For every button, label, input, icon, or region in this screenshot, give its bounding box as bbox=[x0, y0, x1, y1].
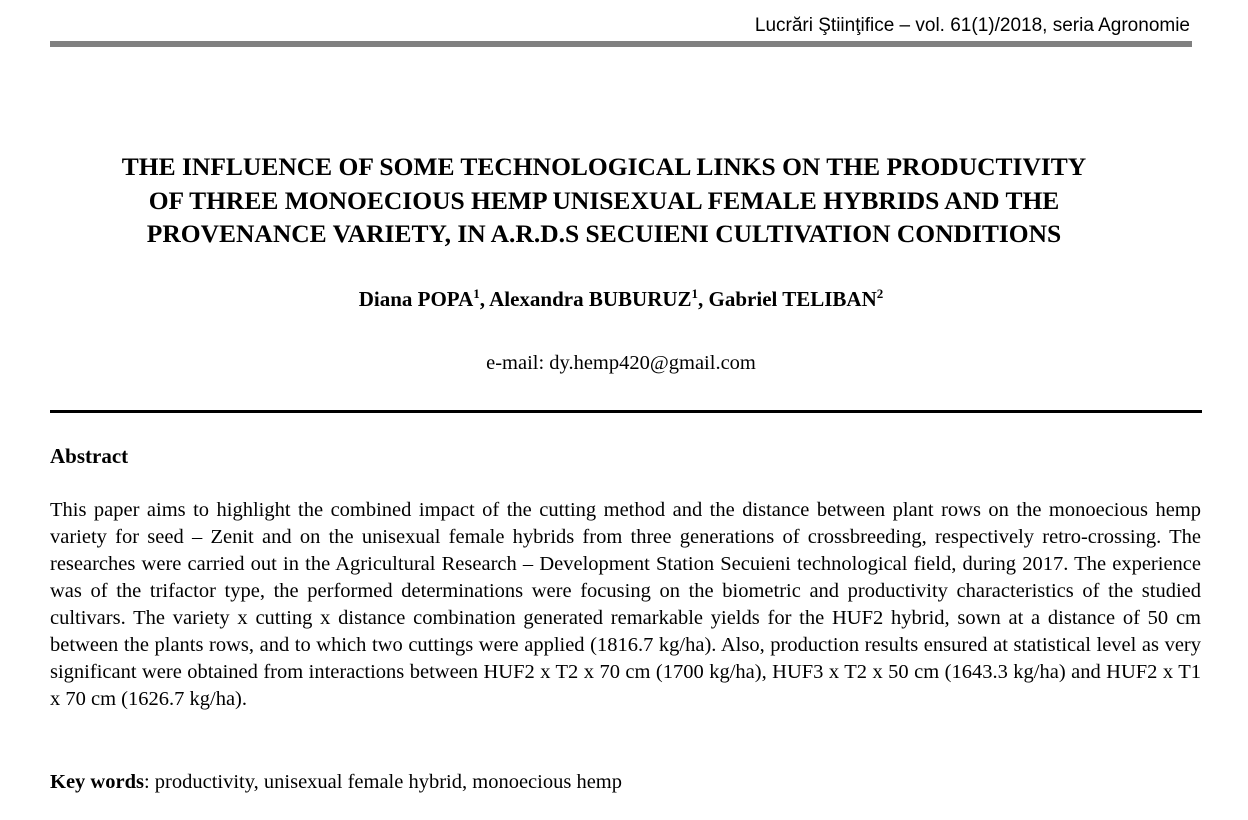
abstract-heading: Abstract bbox=[50, 444, 129, 468]
title-line: OF THREE MONOECIOUS HEMP UNISEXUAL FEMALE HYBRIDS AND THE bbox=[148, 185, 1060, 215]
abstract-text: This paper aims to highlight the combined impact of the cutting method and the distance between plant rows on the monoecious hemp variety for seed – Zenit and on the unisexual female hybrids from three generations of crossbreeding, respectively retro-crossing. The researches were carried out in the Agricultural Research – Development Station Secuieni technological field, during 2017. The experience was of the trifactor type, the performed determinations were focusing on the biometric and productivity characteristics of the studied cultivars. The variety x cutting x distance combination generated remarkable yields for the HUF2 hybrid, sown at a distance of 50 cm between the plants rows, and to which two cuttings were applied (1816.7 kg/ha). Also, production results ensured at statistical level as very significant were obtained from interactions between HUF2 x T2 x 70 cm (1700 kg/ha), HUF3 x T2 x 50 cm (1643.3 kg/ha) and HUF2 x T1 x 70 cm (1626.7 kg/ha). bbox=[50, 499, 1201, 710]
header-rule bbox=[50, 41, 1192, 47]
author-name: Alexandra BUBURUZ bbox=[489, 287, 692, 311]
author-separator: , bbox=[479, 287, 490, 311]
author-separator: , bbox=[698, 287, 709, 311]
author-affiliation: 2 bbox=[876, 286, 884, 301]
author-name: Diana POPA bbox=[358, 287, 474, 311]
author-affiliation: 1 bbox=[691, 286, 699, 301]
title-line: THE INFLUENCE OF SOME TECHNOLOGICAL LINKS ON THE PRODUCTIVITY bbox=[121, 152, 1087, 181]
author-affiliation: 1 bbox=[473, 286, 480, 301]
section-divider bbox=[50, 410, 1202, 413]
author-name: Gabriel TELIBAN bbox=[708, 287, 877, 311]
contact-email: e-mail: dy.hemp420@gmail.com bbox=[486, 352, 756, 374]
keywords-text: : productivity, unisexual female hybrid, monoecious hemp bbox=[143, 771, 622, 793]
keywords-label: Key words bbox=[50, 771, 144, 793]
paper-title bbox=[50, 150, 1158, 251]
author-list bbox=[50, 285, 1192, 313]
journal-header: Lucrări Ştiinţifice – vol. 61(1)/2018, seria Agronomie bbox=[754, 15, 1190, 36]
keywords bbox=[50, 769, 622, 795]
title-line: PROVENANCE VARIETY, IN A.R.D.S SECUIENI CULTIVATION CONDITIONS bbox=[146, 219, 1062, 248]
